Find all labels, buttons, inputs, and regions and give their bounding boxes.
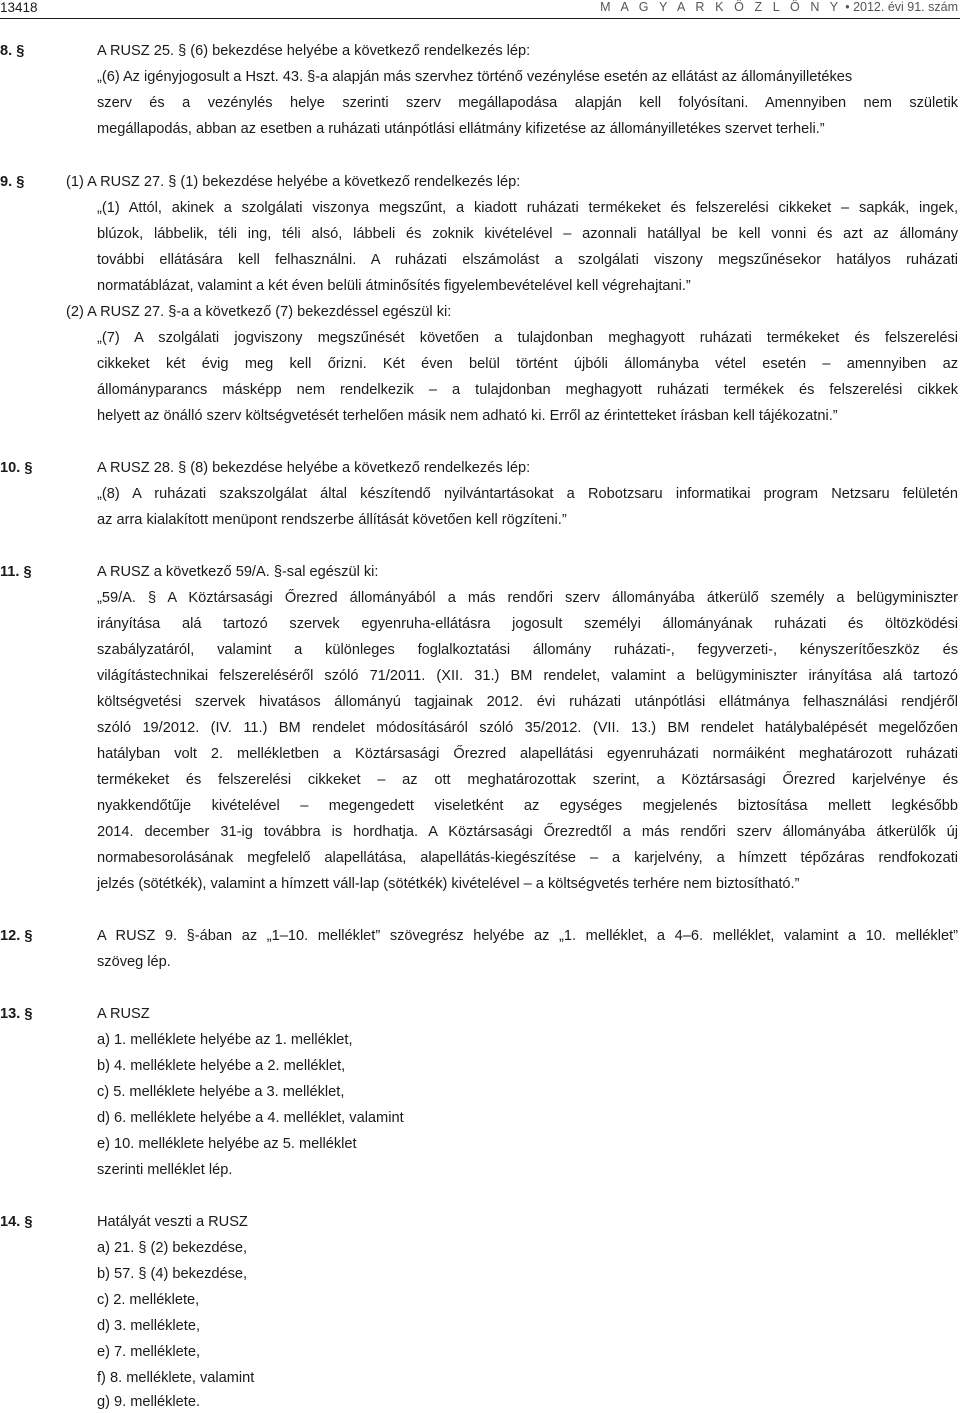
section-text: „(7) A szolgálati jogviszony megszűnését követően a tulajdonban meghagyott ruházati termékeket és felszerelési <box>97 330 958 346</box>
section-text: szabályzatáról, valamint a különleges foglalkoztatási állomány ruházati-, fegyverzeti-, kényszerítőeszköz és <box>97 642 958 658</box>
list-item: e) 7. melléklete, <box>97 1344 201 1360</box>
running-head: M A G Y A R K Ö Z L Ö N Y • 2012. évi 91. szám <box>600 0 958 14</box>
list-item: b) 4. melléklete helyébe a 2. melléklet, <box>97 1058 346 1074</box>
section-text: (1) A RUSZ 27. § (1) bekezdése helyébe a következő rendelkezés lép: <box>66 174 521 190</box>
section-number: 14. § <box>0 1214 33 1230</box>
section-number: 9. § <box>0 174 25 190</box>
section-text: A RUSZ a következő 59/A. §-sal egészül ki: <box>97 564 379 580</box>
list-item: a) 1. melléklete helyébe az 1. melléklet, <box>97 1032 353 1048</box>
list-item: d) 6. melléklete helyébe a 4. melléklet, valamint <box>97 1110 404 1126</box>
section-text: A RUSZ <box>97 1006 150 1022</box>
section-text: irányítása alá tartozó szervek egyenruha-ellátásra jogosult személyi állományának ruházati és öltözködési <box>97 616 958 632</box>
section-text: „(8) A ruházati szakszolgálat által készítendő nyilvántartásokat a Robotzsaru informatikai program Netzsaru felületén <box>97 486 958 502</box>
list-item: f) 8. melléklete, valamint <box>97 1370 255 1386</box>
section-text: hatályban volt 2. mellékletben a Köztársasági Őrezred alapellátási egyenruházati normáiként meghatározott ruházati <box>97 746 958 762</box>
section-text: állományparancs másképp nem rendelkezik – a tulajdonban meghagyott ruházati termékek és felszerelési cikkek <box>97 382 958 398</box>
page-number: 13418 <box>0 0 38 15</box>
section-text: helyett az önálló szerv költségvetését terhelően másik nem adható ki. Erről az érintetteket írásban kell tájékozatni.” <box>97 408 838 424</box>
section-text: „59/A. § A Köztársasági Őrezred állományából a más rendőri szerv állományába átkerülő személy a belügyminiszter <box>97 590 958 606</box>
section-text: az arra kialakított menüpont rendszerbe állítását követően kell rögzíteni.” <box>97 512 567 528</box>
section-text: nyakkendőtűje kivételével – megengedett viseletként az egységes megjelenés biztosítása mellett legkésőbb <box>97 798 958 814</box>
section-text: (2) A RUSZ 27. §-a a következő (7) bekezdéssel egészül ki: <box>66 304 452 320</box>
section-text: termékeket és felszerelési cikkeket – az ott meghatározottak szerint, a Köztársasági Őrezred karjelvénye és <box>97 772 958 788</box>
section-text: „(1) Attól, akinek a szolgálati viszonya megszűnt, a kiadott ruházati termékeket és felszerelési cikkeket – sapkák, ingek, <box>97 200 958 216</box>
section-text: Hatályát veszti a RUSZ <box>97 1214 248 1230</box>
section-text: jelzés (sötétkék), valamint a hímzett váll-lap (sötétkék) kivételével – a költségvetés terhére nem biztosítható.” <box>97 876 800 892</box>
section-text: A RUSZ 28. § (8) bekezdése helyébe a következő rendelkezés lép: <box>97 460 531 476</box>
section-text: A RUSZ 9. §-ában az „1–10. melléklet” szövegrész helyébe az „1. melléklet, a 4–6. melléklet, valamint a 10. melléklet” <box>97 928 958 944</box>
section-text: A RUSZ 25. § (6) bekezdése helyébe a következő rendelkezés lép: <box>97 43 531 59</box>
list-item: e) 10. melléklete helyébe az 5. melléklet <box>97 1136 357 1152</box>
list-item: b) 57. § (4) bekezdése, <box>97 1266 248 1282</box>
section-text: szerinti melléklet lép. <box>97 1162 233 1178</box>
section-text: szóló 19/2012. (IV. 11.) BM rendelet módosításáról szóló 35/2012. (VII. 13.) BM rendelet hatálybalépését megelőzően <box>97 720 958 736</box>
section-text: megállapodás, abban az esetben a ruházati utánpótlási ellátmány kifizetése az állományilletékes szervet terheli.” <box>97 121 825 137</box>
list-item: c) 2. melléklete, <box>97 1292 200 1308</box>
header-rule <box>0 18 960 19</box>
list-item: g) 9. melléklete. <box>97 1394 201 1410</box>
section-text: normatáblázat, valamint a két éven belüli átminősítés figyelembevételével kell végrehajtani.” <box>97 278 691 294</box>
section-text: szerv és a vezénylés helye szerinti szerv megállapodása alapján kell folyósítani. Amennyiben nem születik <box>97 95 958 111</box>
section-text: 2014. december 31-ig továbbra is hordhatja. A Köztársasági Őrezredtől a más rendőri szerv állományába átkerülők új <box>97 824 958 840</box>
section-number: 8. § <box>0 43 25 59</box>
section-text: blúzok, lábbelik, téli ing, téli alsó, lábbeli és zoknik kivételével – azonnali hatállyal be kell vonni és azt az állomány <box>97 226 958 242</box>
section-number: 12. § <box>0 928 33 944</box>
section-text: normabesorolásának megfelelő alapellátása, alapellátás-kiegészítése – a karjelvény, a hímzett tépőzáras rendfokozati <box>97 850 958 866</box>
list-item: a) 21. § (2) bekezdése, <box>97 1240 248 1256</box>
section-text: szöveg lép. <box>97 954 171 970</box>
journal-title: M A G Y A R K Ö Z L Ö N Y <box>600 0 842 14</box>
section-number: 11. § <box>0 564 32 580</box>
list-item: c) 5. melléklete helyébe a 3. melléklet, <box>97 1084 345 1100</box>
section-number: 10. § <box>0 460 33 476</box>
page-header <box>0 0 960 19</box>
section-number: 13. § <box>0 1006 33 1022</box>
section-text: további ellátására kell felhasználni. A ruházati elszámolást a szolgálati viszony megszűnésekor hatályos ruházati <box>97 252 958 268</box>
issue-number: 2012. évi 91. szám <box>853 0 958 14</box>
section-text: költségvetési szervek hivatásos állományú tagjainak 2012. évi ruházati utánpótlási ellátmánya felhasználási rendjéről <box>97 694 958 710</box>
section-text: „(6) Az igényjogosult a Hszt. 43. §-a alapján más szervhez történő vezénylése esetén az ellátást az állományilletékes <box>97 69 853 85</box>
section-text: világítástechnikai felszereléséről szóló 71/2011. (XII. 31.) BM rendelet, valamint a belügyminiszter irányítása alá tartozó <box>97 668 958 684</box>
section-text: cikkeket két évig meg kell őrizni. Két éven belül történt újbóli állományba vétel esetén – amennyiben az <box>97 356 958 372</box>
list-item: d) 3. melléklete, <box>97 1318 201 1334</box>
